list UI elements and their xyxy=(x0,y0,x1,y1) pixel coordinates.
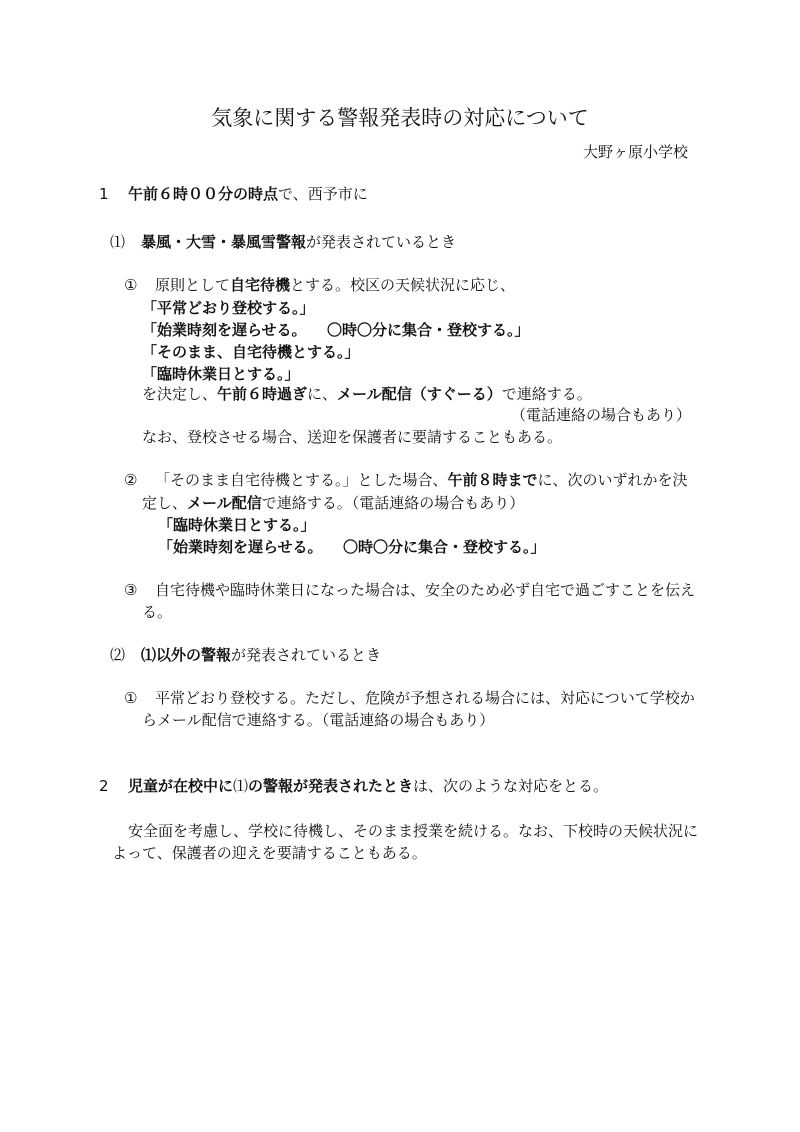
item-1-option-2 xyxy=(142,320,307,340)
item-2-line-2-bold: メール配信 xyxy=(187,494,262,512)
item-2-mark: ② xyxy=(124,471,138,489)
item-1-option-2-time xyxy=(327,320,530,340)
item-3-line-1: 自宅待機や臨時休業日になった場合は、安全のため必ず自宅で過ごすことを伝え xyxy=(155,581,696,599)
section-2-heading xyxy=(128,776,608,796)
item-1-note: なお、登校させる場合、送迎を保護者に要請することもある。 xyxy=(142,428,563,446)
section-1-heading-bold: 午前６時００分の時点 xyxy=(128,185,279,203)
item-1-option-1-text: 「平常どおり登校する。」 xyxy=(142,299,315,317)
item-1-decide-e: で連絡する。 xyxy=(501,385,592,403)
subsection-2-heading-bold: ⑴以外の警報 xyxy=(141,646,232,664)
section-2-body-line-2: よって、保護者の迎えを要請することもある。 xyxy=(112,844,427,862)
item-1-mark: ① xyxy=(124,276,138,294)
item-1-line-1 xyxy=(155,275,515,295)
subsection-1-heading-bold: 暴風・大雪・暴風雪警報 xyxy=(141,233,307,251)
item-2-line-1-a: 「そのまま自宅待機とする。」とした場合、 xyxy=(155,471,448,489)
item-1-option-3-text: 「そのまま、自宅待機とする。」 xyxy=(142,343,360,361)
subsection-1-heading xyxy=(141,232,456,252)
subsection-2-heading-rest: が発表されているとき xyxy=(231,646,382,664)
school-name: 大野ヶ原小学校 xyxy=(582,143,688,161)
item-4-line-2: らメール配信で連絡する。（電話連絡の場合もあり） xyxy=(142,711,495,729)
section-1-heading xyxy=(128,184,368,204)
item-1-decide-bold-mail: メール配信（すぐーる） xyxy=(337,385,502,403)
item-2-option-1 xyxy=(158,515,316,535)
section-1-heading-rest: で、西予市に xyxy=(278,185,368,203)
item-1-option-1 xyxy=(142,298,315,318)
section-2-heading-rest: は、次のような対応をとる。 xyxy=(413,777,609,795)
item-1-option-2-b: 〇時〇分に集合・登校する。」 xyxy=(327,321,530,339)
item-1-decide-bold-time: 午前６時過ぎ xyxy=(217,385,308,403)
item-3-line-2: る。 xyxy=(142,603,173,621)
section-2-heading-bold-1: 児童が在校中に xyxy=(128,777,234,795)
item-1-option-3 xyxy=(142,342,360,362)
item-4-mark: ① xyxy=(124,689,138,707)
item-2-line-1-bold: 午前８時まで xyxy=(447,471,538,489)
item-2-option-2-b: 〇時〇分に集合・登校する。」 xyxy=(343,538,546,556)
item-1-decide-c: に、 xyxy=(307,385,338,403)
item-2-line-1 xyxy=(155,470,688,490)
item-2-option-2-time xyxy=(343,537,546,557)
item-1-option-4-text: 「臨時休業日とする。」 xyxy=(142,365,300,383)
item-1-line-1-c: とする。校区の天候状況に応じ、 xyxy=(290,276,516,294)
item-1-option-4 xyxy=(142,364,300,384)
subsection-1-heading-rest: が発表されているとき xyxy=(306,233,457,251)
item-1-line-1-a: 原則として xyxy=(155,276,231,294)
subsection-2-number: ⑵ xyxy=(110,646,126,664)
item-2-line-2-a: 定し、 xyxy=(142,494,188,512)
item-2-option-1-text: 「臨時休業日とする。」 xyxy=(158,516,316,534)
item-2-option-2-a: 「始業時刻を遅らせる。 xyxy=(158,538,323,556)
item-1-phone-note: （電話連絡の場合もあり） xyxy=(511,406,692,424)
subsection-2-heading xyxy=(141,645,381,665)
item-1-decide-a: を決定し、 xyxy=(142,385,218,403)
section-2-heading-ref: ⑴ xyxy=(233,777,249,795)
item-1-option-2-a: 「始業時刻を遅らせる。 xyxy=(142,321,307,339)
item-2-option-2 xyxy=(158,537,323,557)
item-1-line-1-bold: 自宅待機 xyxy=(230,276,291,294)
section-1-number: 1 xyxy=(99,185,109,203)
item-2-line-2-c: で連絡する。（電話連絡の場合もあり） xyxy=(261,494,525,512)
item-4-line-1: 平常どおり登校する。ただし、危険が予想される場合には、対応について学校か xyxy=(155,689,695,707)
section-2-heading-bold-2: の警報が発表されたとき xyxy=(248,777,414,795)
section-2-number: 2 xyxy=(99,777,109,795)
subsection-1-number: ⑴ xyxy=(110,233,126,251)
item-2-line-2 xyxy=(142,493,524,513)
item-1-decide-line xyxy=(142,384,592,404)
item-3-mark: ③ xyxy=(124,581,138,599)
document-title: 気象に関する警報発表時の対応について xyxy=(211,106,589,130)
section-2-body-line-1: 安全面を考慮し、学校に待機し、そのまま授業を続ける。なお、下校時の天候状況に xyxy=(128,822,699,840)
item-2-line-1-c: に、次のいずれかを決 xyxy=(537,471,688,489)
